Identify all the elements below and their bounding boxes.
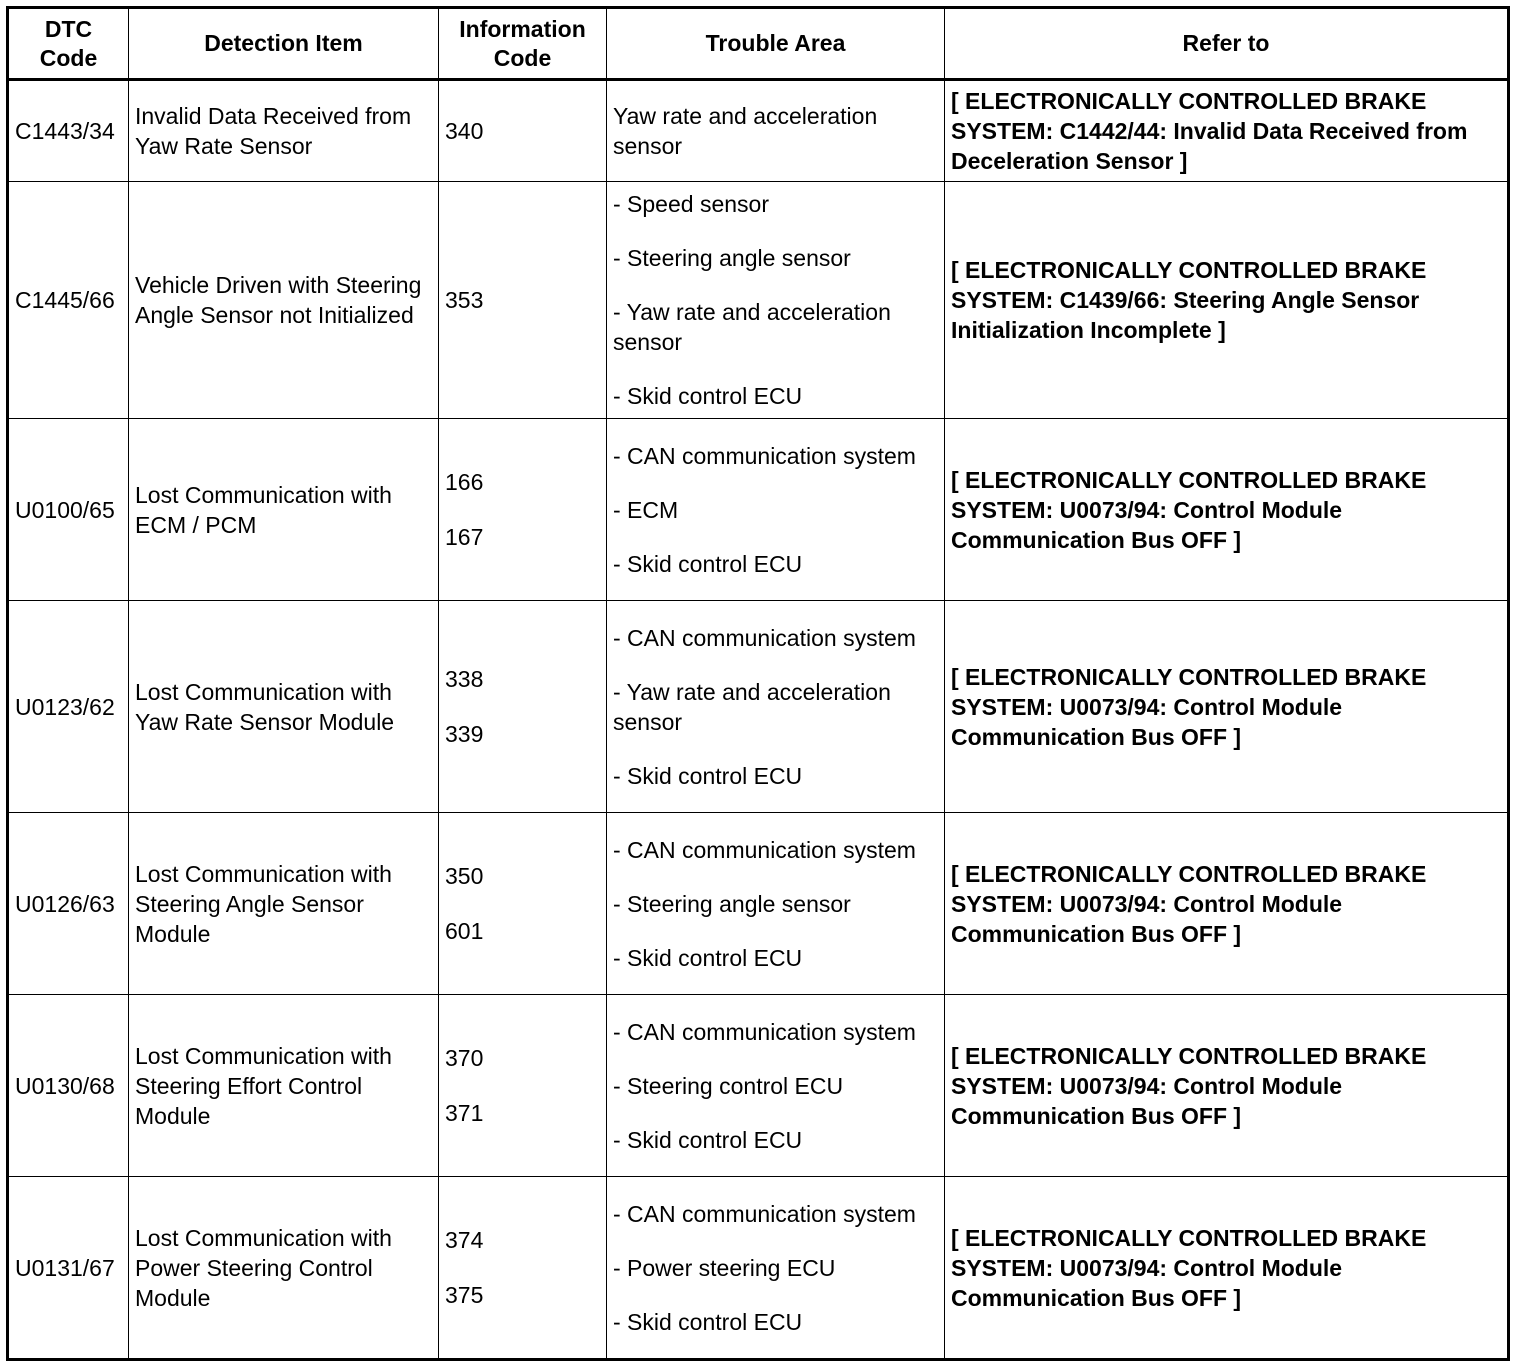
dtc-code-cell: U0130/68 (8, 995, 129, 1177)
refer-to-cell: [ ELECTRONICALLY CONTROLLED BRAKE SYSTEM: U0073/94: Control Module Communication Bus OFF ] (945, 995, 1509, 1177)
trouble-area-item: - CAN communication system (613, 1018, 916, 1045)
trouble-area-cell (607, 601, 945, 813)
trouble-area-item: - CAN communication system (613, 1200, 916, 1227)
table-row (8, 182, 1509, 419)
trouble-area-item: - Steering angle sensor (613, 890, 851, 917)
dtc-code-cell: U0123/62 (8, 601, 129, 813)
information-code-cell (439, 182, 607, 419)
trouble-area-cell (607, 995, 945, 1177)
trouble-area-item: - Skid control ECU (613, 944, 803, 971)
information-code-cell (439, 601, 607, 813)
trouble-area-item: - CAN communication system (613, 442, 916, 469)
information-code: 339 (445, 721, 484, 747)
trouble-area-cell (607, 1177, 945, 1360)
information-code: 167 (445, 524, 484, 550)
trouble-area-item: - CAN communication system (613, 624, 916, 651)
information-code-cell (439, 80, 607, 182)
detection-item-cell: Lost Communication with Steering Angle Sensor Module (129, 813, 439, 995)
refer-to-cell: [ ELECTRONICALLY CONTROLLED BRAKE SYSTEM: C1442/44: Invalid Data Received from Deceleration Sensor ] (945, 80, 1509, 182)
trouble-area-cell (607, 813, 945, 995)
table-row (8, 995, 1509, 1177)
information-code: 350 (445, 863, 484, 889)
detection-item-cell: Lost Communication with Power Steering Control Module (129, 1177, 439, 1360)
trouble-area-item: Yaw rate and acceleration sensor (613, 103, 878, 159)
dtc-code-cell: C1445/66 (8, 182, 129, 419)
detection-item-cell: Lost Communication with Steering Effort Control Module (129, 995, 439, 1177)
header-row (8, 8, 1509, 80)
table-row (8, 419, 1509, 601)
trouble-area-item: - Power steering ECU (613, 1254, 836, 1281)
dtc-code-cell: U0131/67 (8, 1177, 129, 1360)
information-code-cell (439, 813, 607, 995)
information-code: 601 (445, 918, 484, 944)
table-header (8, 8, 1509, 80)
trouble-area-cell (607, 419, 945, 601)
trouble-area-item: - Skid control ECU (613, 762, 803, 789)
refer-to-cell: [ ELECTRONICALLY CONTROLLED BRAKE SYSTEM: U0073/94: Control Module Communication Bus OFF ] (945, 601, 1509, 813)
trouble-area-item: - Yaw rate and acceleration sensor (613, 678, 891, 735)
information-code-cell (439, 419, 607, 601)
information-code: 353 (445, 287, 484, 313)
information-code: 375 (445, 1282, 484, 1308)
information-code: 374 (445, 1227, 484, 1253)
trouble-area-item: - Skid control ECU (613, 1126, 803, 1153)
information-code: 370 (445, 1045, 484, 1071)
trouble-area-item: - Skid control ECU (613, 1308, 803, 1335)
table-row (8, 813, 1509, 995)
trouble-area-item: - CAN communication system (613, 836, 916, 863)
refer-to-cell: [ ELECTRONICALLY CONTROLLED BRAKE SYSTEM: U0073/94: Control Module Communication Bus OFF ] (945, 1177, 1509, 1360)
header-dtc-code: DTC Code (8, 8, 129, 80)
information-code: 340 (445, 118, 484, 144)
header-information-code: Information Code (439, 8, 607, 80)
dtc-code-cell: U0100/65 (8, 419, 129, 601)
information-code: 371 (445, 1100, 484, 1126)
dtc-code-cell: C1443/34 (8, 80, 129, 182)
trouble-area-item: - Speed sensor (613, 191, 769, 217)
trouble-area-cell (607, 182, 945, 419)
trouble-area-cell (607, 80, 945, 182)
information-code-cell (439, 1177, 607, 1360)
dtc-code-cell: U0126/63 (8, 813, 129, 995)
detection-item-cell: Lost Communication with ECM / PCM (129, 419, 439, 601)
header-refer-to: Refer to (945, 8, 1509, 80)
information-code: 166 (445, 469, 484, 495)
refer-to-cell: [ ELECTRONICALLY CONTROLLED BRAKE SYSTEM: C1439/66: Steering Angle Sensor Initialization Incomplete ] (945, 182, 1509, 419)
table-row (8, 1177, 1509, 1360)
table-row (8, 601, 1509, 813)
information-code: 338 (445, 666, 484, 692)
table-body (8, 80, 1509, 1360)
trouble-area-item: - Skid control ECU (613, 550, 803, 577)
header-detection-item: Detection Item (129, 8, 439, 80)
trouble-area-item: - ECM (613, 496, 679, 523)
trouble-area-item: - Steering angle sensor (613, 245, 851, 271)
table-row (8, 80, 1509, 182)
trouble-area-item: - Steering control ECU (613, 1072, 844, 1099)
refer-to-cell: [ ELECTRONICALLY CONTROLLED BRAKE SYSTEM: U0073/94: Control Module Communication Bus OFF ] (945, 419, 1509, 601)
header-trouble-area: Trouble Area (607, 8, 945, 80)
detection-item-cell: Vehicle Driven with Steering Angle Sensor not Initialized (129, 182, 439, 419)
trouble-area-item: - Yaw rate and acceleration sensor (613, 299, 891, 355)
trouble-area-item: - Skid control ECU (613, 383, 803, 409)
information-code-cell (439, 995, 607, 1177)
detection-item-cell: Lost Communication with Yaw Rate Sensor Module (129, 601, 439, 813)
detection-item-cell: Invalid Data Received from Yaw Rate Sensor (129, 80, 439, 182)
refer-to-cell: [ ELECTRONICALLY CONTROLLED BRAKE SYSTEM: U0073/94: Control Module Communication Bus OFF ] (945, 813, 1509, 995)
dtc-table (6, 6, 1510, 1361)
